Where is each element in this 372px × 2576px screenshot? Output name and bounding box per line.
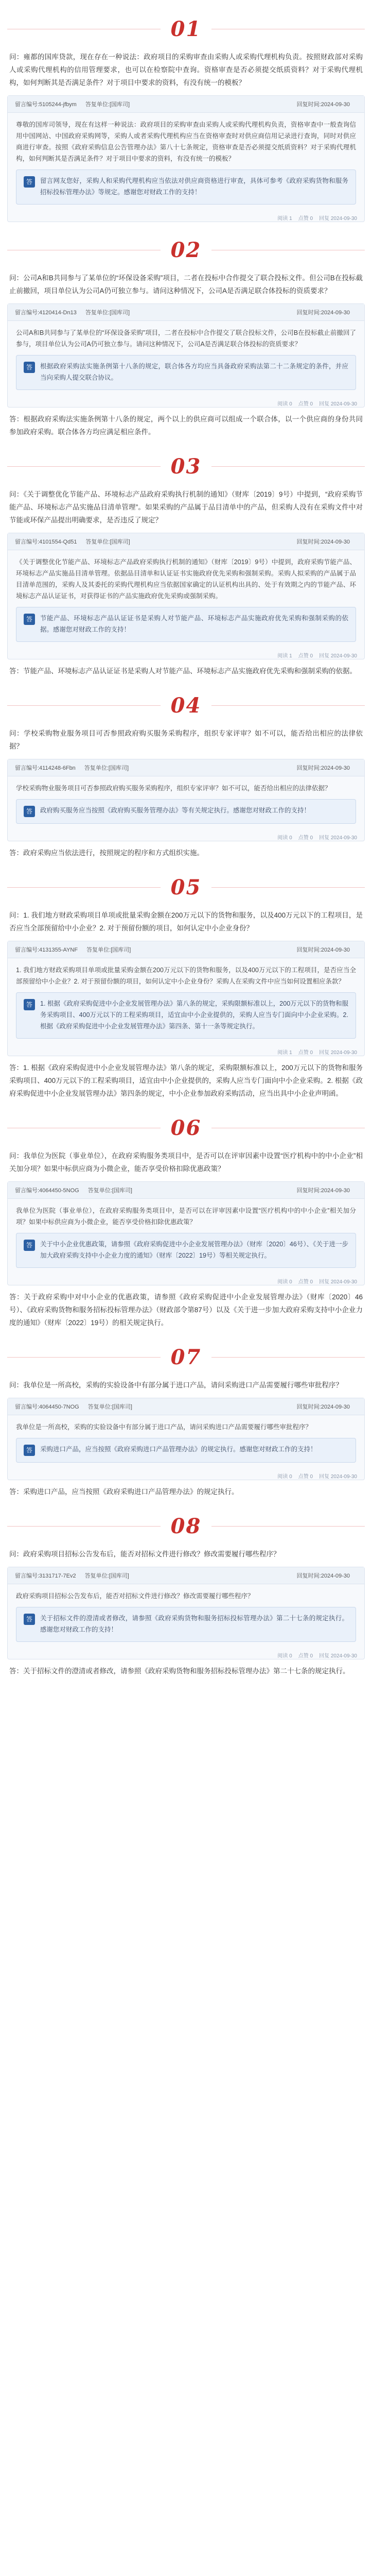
message-card-header [8,96,364,113]
message-code: 留言编号:4101554-Qd51 [15,539,77,545]
message-meta [15,1571,136,1580]
section-divider [7,1338,365,1376]
divider-line [7,1526,161,1527]
question-text: 问：1. 我们地方财政采购项目单项或批量采购金额在200万元以下的货物和服务，以及400万元以下的工程项目，是否应当全部预留给中小企业？2. 对于预留份额的项目，如何认定中小企业身份？ [9,911,363,932]
official-reply [16,1438,356,1463]
official-reply [16,992,356,1039]
reply-tag-icon: 答 [24,614,35,625]
reply-date: 回复时间:2024-09-30 [296,765,350,771]
reply-text: 根据政府采购法实施条例第十八条的规定，联合体各方均应当具备政府采购法第二十二条规定的条件，并应当向采购人提交联合协议。 [40,363,348,381]
message-card [7,303,365,408]
message-stats [8,212,364,222]
section-divider [7,687,365,724]
message-card [7,533,365,659]
reply-date: 回复时间:2024-09-30 [296,1573,350,1579]
section-divider [7,1109,365,1146]
stat-item: 点赞 0 [298,1279,313,1285]
reply-unit: 答复单位:[国库司] [84,1573,129,1579]
message-code: 留言编号:4064450-7NOG [15,1404,79,1410]
reply-unit: 答复单位:[国库司] [87,1188,132,1194]
question-text: 问：《关于调整优化节能产品、环境标志产品政府采购执行机制的通知》（财库〔2019〕9号）中提到，“政府采购节能产品、环境标志产品实施品目清单管理”。如果采购的产品属于品目清单中的产品，但采购人没有在采购文件中对节能或环保产品提出明确要求，是否违反了规定？ [9,490,363,524]
official-reply [16,1233,356,1268]
section-divider [7,869,365,906]
message-stats [8,397,364,407]
message-card-header [8,1398,364,1415]
stat-item: 回复 2024-09-30 [319,1279,357,1285]
message-stats [8,1275,364,1285]
message-stats [8,649,364,659]
question-text: 问：公司A和B共同参与了某单位的“环保设备采购”项目，二者在投标中合作提交了联合投标文件。但公司B在投标截止前撤回，项目单位认为公司A仍可独立参与。请问这种情况下，公司A是否满足联合体投标的资质要求？ [9,274,363,295]
message-card-header [8,533,364,550]
message-code: 留言编号:4131355-AYNF [15,947,78,953]
message-text: 尊敬的国库司领导，现在有这样一种说法：政府项目的采购审查由采购人或采购代理机构负责，资格审查中一般查询信用中国网站、中国政府采购网等，采购人或者采购代理机构应当在资格审查时对供应商信用记录进行查询，同时对供应商进行审查。按照《政府采购信息公告管理办法》第八十七条规定，资格审查是否必须提交纸质资料？对于采购代理机构，如何判断其是否满足条件？对于项目中要求的资料，有没有统一的模板？ [16,121,356,162]
message-body [8,321,364,397]
answer-text: 答：节能产品、环境标志产品认证证书是采购人对节能产品、环境标志产品实施政府优先采购和强制采购的依据。 [9,667,357,675]
message-card-header [8,1182,364,1199]
answer-text: 答：1. 根据《政府采购促进中小企业发展管理办法》第八条的规定，采购限额标准以上，200万元以下的货物和服务采购项目、400万元以下的工程采购项目，适宜由中小企业提供的，采购人应当专门面向中小企业采购。2. 根据《政府采购促进中小企业发展管理办法》第四条的规定，中小企业参加政府采购活动，应当出具中小企业声明函。 [9,1064,363,1097]
divider-line [7,466,161,467]
message-card [7,1181,365,1285]
divider-line [7,705,161,706]
stat-item: 点赞 0 [298,653,313,659]
stat-item: 点赞 0 [298,1050,313,1056]
message-meta [15,1402,139,1411]
message-body [8,1584,364,1649]
stat-item: 阅读 0 [277,1279,292,1285]
reply-tag-icon: 答 [24,1240,35,1251]
message-meta [15,537,137,546]
official-reply [16,1607,356,1642]
message-text: 政府采购项目招标公告发布后，能否对招标文件进行修改？修改需要履行哪些程序？ [16,1592,254,1600]
stat-item: 回复 2024-09-30 [319,1050,357,1056]
message-stats [8,1470,364,1480]
reply-text: 关于中小企业优惠政策，请参照《政府采购促进中小企业发展管理办法》（财库〔2020〕46号）、《关于进一步加大政府采购支持中小企业力度的通知》（财库〔2022〕19号）等相关规定执行。 [40,1241,348,1259]
message-card [7,1398,365,1480]
stat-item: 点赞 0 [298,401,313,407]
reply-text: 1. 根据《政府采购促进中小企业发展管理办法》第八条的规定，采购限额标准以上，200万元以下的货物和服务采购项目、400万元以下的工程采购项目，适宜由中小企业提供的，采购人应当专门面向中小企业采购。2. 根据《政府采购促进中小企业发展管理办法》第四条、第十一条等规定执行。 [40,1000,348,1030]
question-text: 问：我单位是一所高校，采购的实验设备中有部分属于进口产品，请问采购进口产品需要履行哪些审批程序？ [9,1381,343,1389]
faq-section [7,10,365,222]
divider-line [211,1357,365,1358]
reply-tag-icon: 答 [24,999,35,1010]
message-code: 留言编号:5105244-jfbym [15,101,77,108]
reply-text: 留言网友您好，采购人和采购代理机构应当依法对供应商资格进行审查，具体可参考《政府采购货物和服务招标投标管理办法》等规定。感谢您对财政工作的支持！ [40,177,348,196]
stat-item: 阅读 0 [277,1653,292,1659]
section-number: 02 [170,238,202,262]
section-divider [7,231,365,268]
message-meta [15,1186,139,1194]
reply-text: 采购进口产品，应当按照《政府采购进口产品管理办法》的规定执行。感谢您对财政工作的支持！ [40,1446,317,1453]
faq-section [7,1507,365,1677]
answer-text: 答：关于招标文件的澄清或者修改，请参照《政府采购货物和服务招标投标管理办法》第二十七条的规定执行。 [9,1667,350,1675]
message-body [8,958,364,1046]
reply-text: 政府购买服务应当按照《政府购买服务管理办法》等有关规定执行。感谢您对财政工作的支持！ [40,807,311,814]
message-body [8,776,364,831]
message-meta [15,764,136,772]
message-meta [15,308,137,316]
message-code: 留言编号:3131717-7Ev2 [15,1573,76,1579]
message-card-header [8,1567,364,1584]
stat-item: 回复 2024-09-30 [319,653,357,659]
reply-tag-icon: 答 [24,176,35,188]
message-card [7,95,365,222]
reply-text: 关于招标文件的澄清或者修改，请参照《政府采购货物和服务招标投标管理办法》第二十七条的规定执行。感谢您对财政工作的支持！ [40,1615,348,1633]
faq-section [7,1109,365,1329]
stat-item: 阅读 0 [277,1474,292,1480]
message-text: 1. 我们地方财政采购项目单项或批量采购金额在200万元以下的货物和服务，以及400万元以下的工程项目，是否应当全部预留给中小企业？2. 对于预留份额的项目，如何认定中小企业身份？采购人在采购文件中应当如何设置相应条款？ [16,967,356,985]
stat-item: 阅读 1 [277,1050,292,1056]
divider-line [7,887,161,888]
stat-item: 阅读 0 [277,401,292,407]
message-body [8,550,364,649]
question-text: 问：我单位为医院（事业单位），在政府采购服务类项目中，是否可以在评审因素中设置“医疗机构中的中小企业”相关加分项？如果中标供应商为小微企业，能否享受价格扣除优惠政策？ [9,1152,363,1173]
faq-section [7,869,365,1100]
stat-item: 回复 2024-09-30 [319,835,357,841]
reply-date: 回复时间:2024-09-30 [296,101,350,108]
stat-item: 回复 2024-09-30 [319,216,357,222]
section-number: 06 [170,1115,202,1140]
reply-tag-icon: 答 [24,806,35,817]
message-body [8,1199,364,1275]
official-reply [16,607,356,642]
reply-date: 回复时间:2024-09-30 [296,539,350,545]
stat-item: 点赞 0 [298,1474,313,1480]
divider-line [211,705,365,706]
reply-date: 回复时间:2024-09-30 [296,310,350,316]
reply-unit: 答复单位:[国库司] [85,310,130,316]
question-text: 问：学校采购物业服务项目可否参照政府购买服务采购程序，组织专家评审？如不可以，能否给出相应的法律依据？ [9,730,363,750]
question-text: 问：政府采购项目招标公告发布后，能否对招标文件进行修改？修改需要履行哪些程序？ [9,1550,280,1558]
message-code: 留言编号:4120414-Dn13 [15,310,77,316]
stat-item: 阅读 0 [277,835,292,841]
faq-section [7,448,365,677]
divider-line [211,1526,365,1527]
question-text: 问：雍都的国库贷款，现在存在一种说法：政府项目的采购审查由采购人或采购代理机构负责。按照财政部对采购人或采购代理机构的信用管理要求，也可以在检察院中查询。资格审查是否必须提交纸质资料？对于采购代理机构，如何判断其是否满足条件？对于项目中要求的资料，有没有统一的模板？ [9,53,363,87]
message-card [7,759,365,841]
reply-unit: 答复单位:[国库司] [85,539,130,545]
divider-line [211,887,365,888]
message-text: 我单位为医院（事业单位），在政府采购服务类项目中，是否可以在评审因素中设置“医疗机构中的中小企业”相关加分项？如果中标供应商为小微企业，能否享受价格扣除优惠政策？ [16,1207,356,1226]
stat-item: 点赞 0 [298,216,313,222]
section-number: 07 [170,1345,202,1369]
reply-unit: 答复单位:[国库司] [84,765,129,771]
stat-item: 点赞 0 [298,835,313,841]
message-meta [15,945,138,954]
section-number: 08 [170,1514,202,1538]
reply-tag-icon: 答 [24,1445,35,1456]
section-divider [7,448,365,485]
message-meta [15,100,137,108]
message-text: 公司A和B共同参与了某单位的“环保设备采购”项目，二者在投标中合作提交了联合投标文件，公司B在投标截止前撤回了参与，项目单位认为公司A仍可独立参与。请问这种情况下，公司A是否满足联合体投标的资质要求？ [16,329,356,348]
answer-text: 答：采购进口产品，应当按照《政府采购进口产品管理办法》的规定执行。 [9,1488,239,1496]
message-card-header [8,759,364,776]
reply-date: 回复时间:2024-09-30 [296,947,350,953]
message-body [8,113,364,212]
stat-item: 回复 2024-09-30 [319,1474,357,1480]
faq-section [7,687,365,859]
message-card-header [8,304,364,321]
official-reply [16,355,356,390]
reply-unit: 答复单位:[国库司] [87,1404,132,1410]
faq-section [7,1338,365,1498]
divider-line [211,466,365,467]
official-reply [16,799,356,824]
stat-item: 阅读 1 [277,653,292,659]
section-number: 03 [170,454,202,479]
stat-item: 阅读 1 [277,216,292,222]
message-text: 《关于调整优化节能产品、环境标志产品政府采购执行机制的通知》（财库〔2019〕9号）中提到，政府采购节能产品、环境标志产品实施品目清单管理。依据品目清单和认证证书实施政府优先采购和强制采购。采购人拟采购的产品属于品目清单范围的，采购人及其委托的采购代理机构应当依据国家确定的认证机构出具的、处于有效期之内的节能产品、环境标志产品认证证书，对获得证书的产品实施政府优先采购或强制采购。 [16,558,356,600]
message-card [7,1567,365,1659]
section-number: 05 [170,875,202,900]
section-number: 01 [170,16,202,41]
message-code: 留言编号:4114248-6Fbn [15,765,76,771]
message-stats [8,1649,364,1659]
reply-date: 回复时间:2024-09-30 [296,1188,350,1194]
stat-item: 回复 2024-09-30 [319,401,357,407]
message-card [7,941,365,1056]
message-body [8,1415,364,1470]
stat-item: 点赞 0 [298,1653,313,1659]
message-stats [8,831,364,841]
section-divider [7,10,365,47]
reply-unit: 答复单位:[国库司] [86,947,131,953]
answer-text: 答：关于政府采购中对中小企业的优惠政策，请参照《政府采购促进中小企业发展管理办法》（财库〔2020〕46号）、《政府采购货物和服务招标投标管理办法》（财政部令第87号）以及《关于进一步加大政府采购支持中小企业力度的通知》（财库〔2022〕19号）的相关规定执行。 [9,1293,363,1327]
message-text: 我单位是一所高校，采购的实验设备中有部分属于进口产品，请问采购进口产品需要履行哪些审批程序？ [16,1423,312,1431]
message-code: 留言编号:4064450-5NOG [15,1188,79,1194]
stat-item: 回复 2024-09-30 [319,1653,357,1659]
official-reply [16,170,356,205]
divider-line [7,1357,161,1358]
reply-tag-icon: 答 [24,1614,35,1625]
reply-tag-icon: 答 [24,362,35,373]
reply-text: 节能产品、环境标志产品认证证书是采购人对节能产品、环境标志产品实施政府优先采购和强制采购的依据。感谢您对财政工作的支持！ [40,615,348,633]
reply-unit: 答复单位:[国库司] [85,101,130,108]
answer-text: 答：根据政府采购法实施条例第十八条的规定，两个以上的供应商可以组成一个联合体，以一个供应商的身份共同参加政府采购。联合体各方均应满足相应条件。 [9,415,363,436]
faq-section [7,231,365,438]
message-text: 学校采购物业服务项目可否参照政府购买服务采购程序，组织专家评审？如不可以，能否给出相应的法律依据？ [16,785,331,792]
message-stats [8,1046,364,1056]
section-divider [7,1507,365,1545]
section-number: 04 [170,693,202,718]
reply-date: 回复时间:2024-09-30 [296,1404,350,1410]
answer-text: 答：政府采购应当依法进行，按照规定的程序和方式组织实施。 [9,849,204,857]
message-card-header [8,941,364,958]
